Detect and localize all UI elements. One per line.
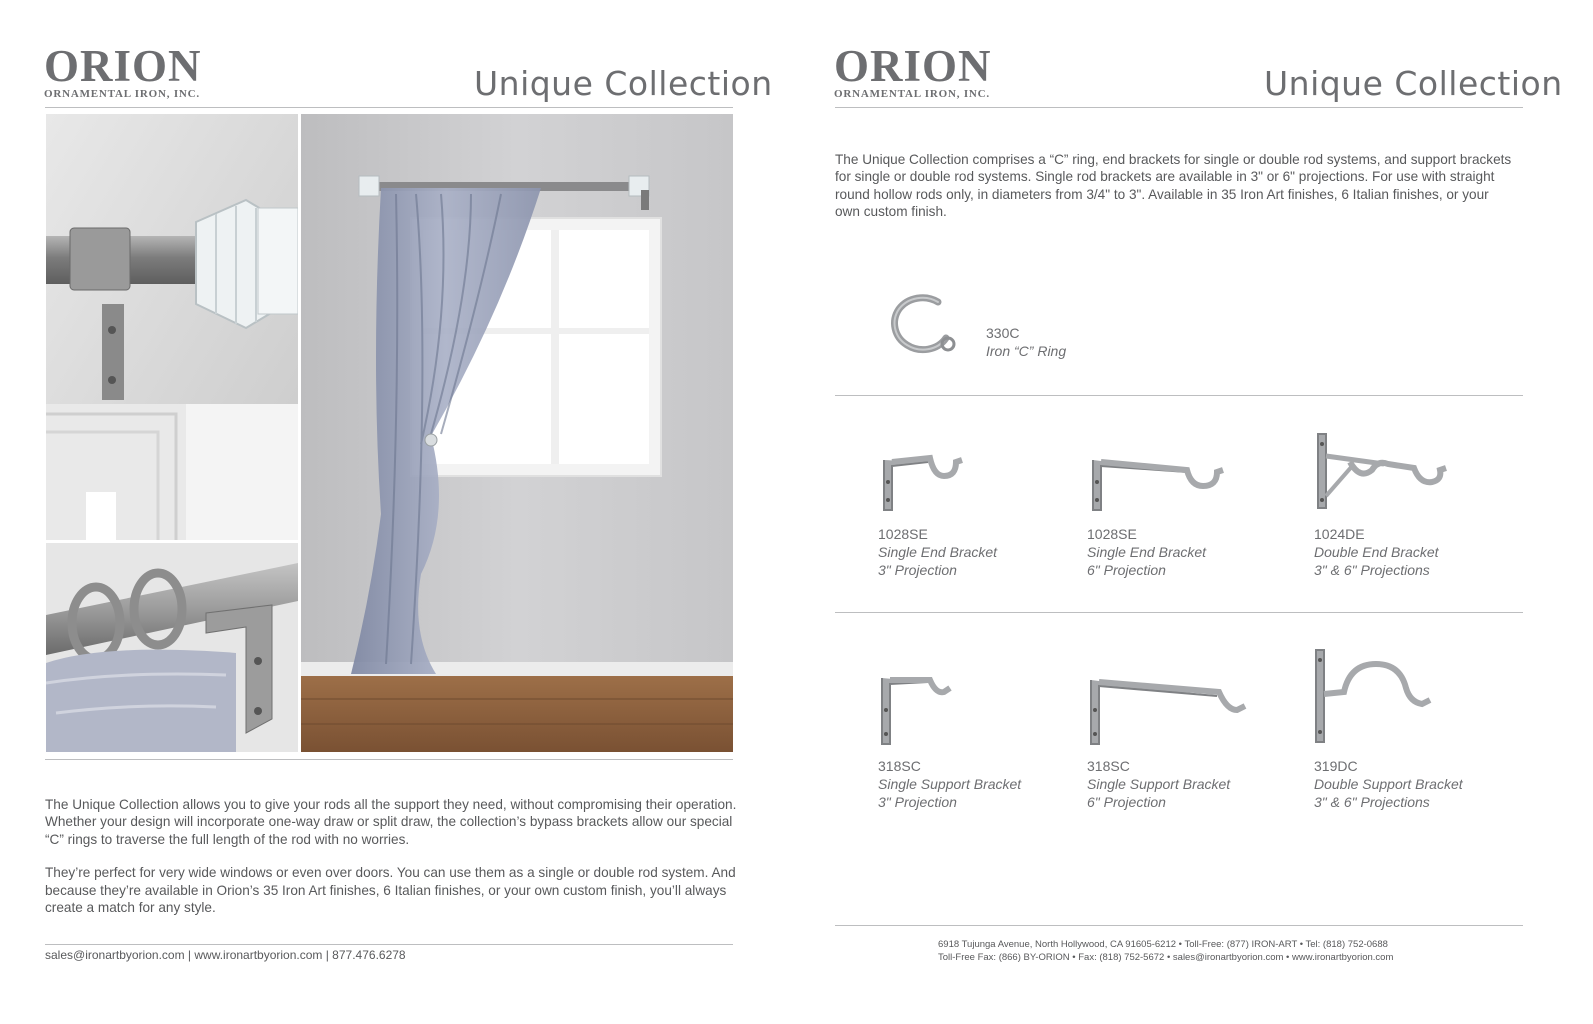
rings-closeup-illustration	[46, 543, 298, 752]
product-code: 1028SE	[878, 526, 928, 542]
page-title: Unique Collection	[1264, 64, 1563, 103]
product-single-end-bracket-3	[878, 430, 1068, 590]
address-footer	[938, 939, 1498, 964]
logo-subtitle: ORNAMENTAL IRON, INC.	[44, 88, 200, 100]
product-double-support-bracket	[1314, 648, 1514, 820]
product-code: 318SC	[1087, 758, 1130, 774]
single-support-bracket-icon	[1087, 670, 1257, 750]
single-end-bracket-icon	[1087, 440, 1237, 520]
product-name: Single Support Bracket	[1087, 776, 1231, 792]
product-code: 1024DE	[1314, 526, 1365, 542]
page-title: Unique Collection	[474, 64, 773, 103]
double-end-bracket-icon	[1314, 430, 1454, 510]
footer-divider	[45, 944, 733, 945]
orion-logo	[44, 41, 202, 100]
product-projection: 6" Projection	[1087, 562, 1166, 578]
address-line: 6918 Tujunga Avenue, North Hollywood, CA 91605-6212 • Toll-Free: (877) IRON-ART • Tel: (818) 752-0688	[938, 939, 1388, 950]
c-ring-icon	[876, 290, 966, 360]
product-single-support-bracket-3	[878, 660, 1068, 820]
finial-closeup-photo	[46, 114, 298, 540]
product-name: Iron “C” Ring	[986, 343, 1067, 359]
left-page	[0, 0, 790, 1024]
product-ring	[876, 290, 1176, 370]
product-code: 318SC	[878, 758, 921, 774]
footer-divider	[835, 925, 1523, 926]
double-support-bracket-icon	[1314, 648, 1444, 744]
single-end-bracket-icon	[878, 440, 978, 520]
intro-text: The Unique Collection comprises a “C” ring, end brackets for single or double rod systems, and support brackets for single or double rod systems. Single rod brackets are available in 3" or 6" projections. For use with straight round hollow rods only, in diameters from 3/4" to 3". Available in 35 Iron Art finishes, 6 Italian finishes, or your own custom finish.	[835, 152, 1512, 220]
finial-closeup-illustration	[46, 114, 298, 540]
product-projection: 3" Projection	[878, 794, 957, 810]
product-name: Single End Bracket	[1087, 544, 1207, 560]
product-single-end-bracket-6	[1087, 430, 1277, 590]
single-support-bracket-icon	[878, 670, 968, 750]
header-divider	[835, 107, 1523, 108]
header-divider	[45, 107, 733, 108]
product-projection: 3" & 6" Projections	[1314, 562, 1430, 578]
window-curtain-photo	[301, 114, 733, 752]
product-name: Double End Bracket	[1314, 544, 1439, 560]
product-name: Single End Bracket	[878, 544, 998, 560]
fax-email-line: Toll-Free Fax: (866) BY-ORION • Fax: (818) 752-5672 • sales@ironartbyorion.com • www.ironartbyorion.com	[938, 951, 1394, 963]
rings-closeup-photo	[46, 543, 298, 752]
logo-subtitle: ORNAMENTAL IRON, INC.	[834, 88, 990, 100]
product-name: Single Support Bracket	[878, 776, 1022, 792]
product-name: Double Support Bracket	[1314, 776, 1463, 792]
section-divider	[835, 395, 1523, 396]
orion-logo	[834, 41, 992, 100]
product-code: 330C	[986, 325, 1020, 341]
logo-wordmark: ORION	[834, 41, 992, 91]
collection-description	[45, 796, 745, 916]
description-paragraph: They’re perfect for very wide windows or even over doors. You can use them as a single or double rod system. And because they’re available in Orion’s 35 Iron Art finishes, 6 Italian finishes, or your own custom finish, you’ll always create a match for any style.	[45, 865, 736, 916]
logo-wordmark: ORION	[44, 41, 202, 91]
photo-divider	[45, 759, 733, 760]
description-paragraph: The Unique Collection allows you to give your rods all the support they need, without compromising their operation. Whether your design will incorporate one-way draw or split draw, the collection’s bypass brackets allow our special “C” rings to traverse the full length of the rod with no worries.	[45, 797, 737, 847]
product-single-support-bracket-6	[1087, 660, 1277, 820]
product-projection: 6" Projection	[1087, 794, 1166, 810]
contact-footer: sales@ironartbyorion.com | www.ironartbyorion.com | 877.476.6278	[45, 948, 406, 962]
product-double-end-bracket	[1314, 430, 1514, 590]
window-curtain-illustration	[301, 114, 733, 752]
product-code: 319DC	[1314, 758, 1358, 774]
product-code: 1028SE	[1087, 526, 1137, 542]
product-projection: 3" Projection	[878, 562, 957, 578]
right-page	[790, 0, 1593, 1024]
product-projection: 3" & 6" Projections	[1314, 794, 1430, 810]
section-divider	[835, 612, 1523, 613]
